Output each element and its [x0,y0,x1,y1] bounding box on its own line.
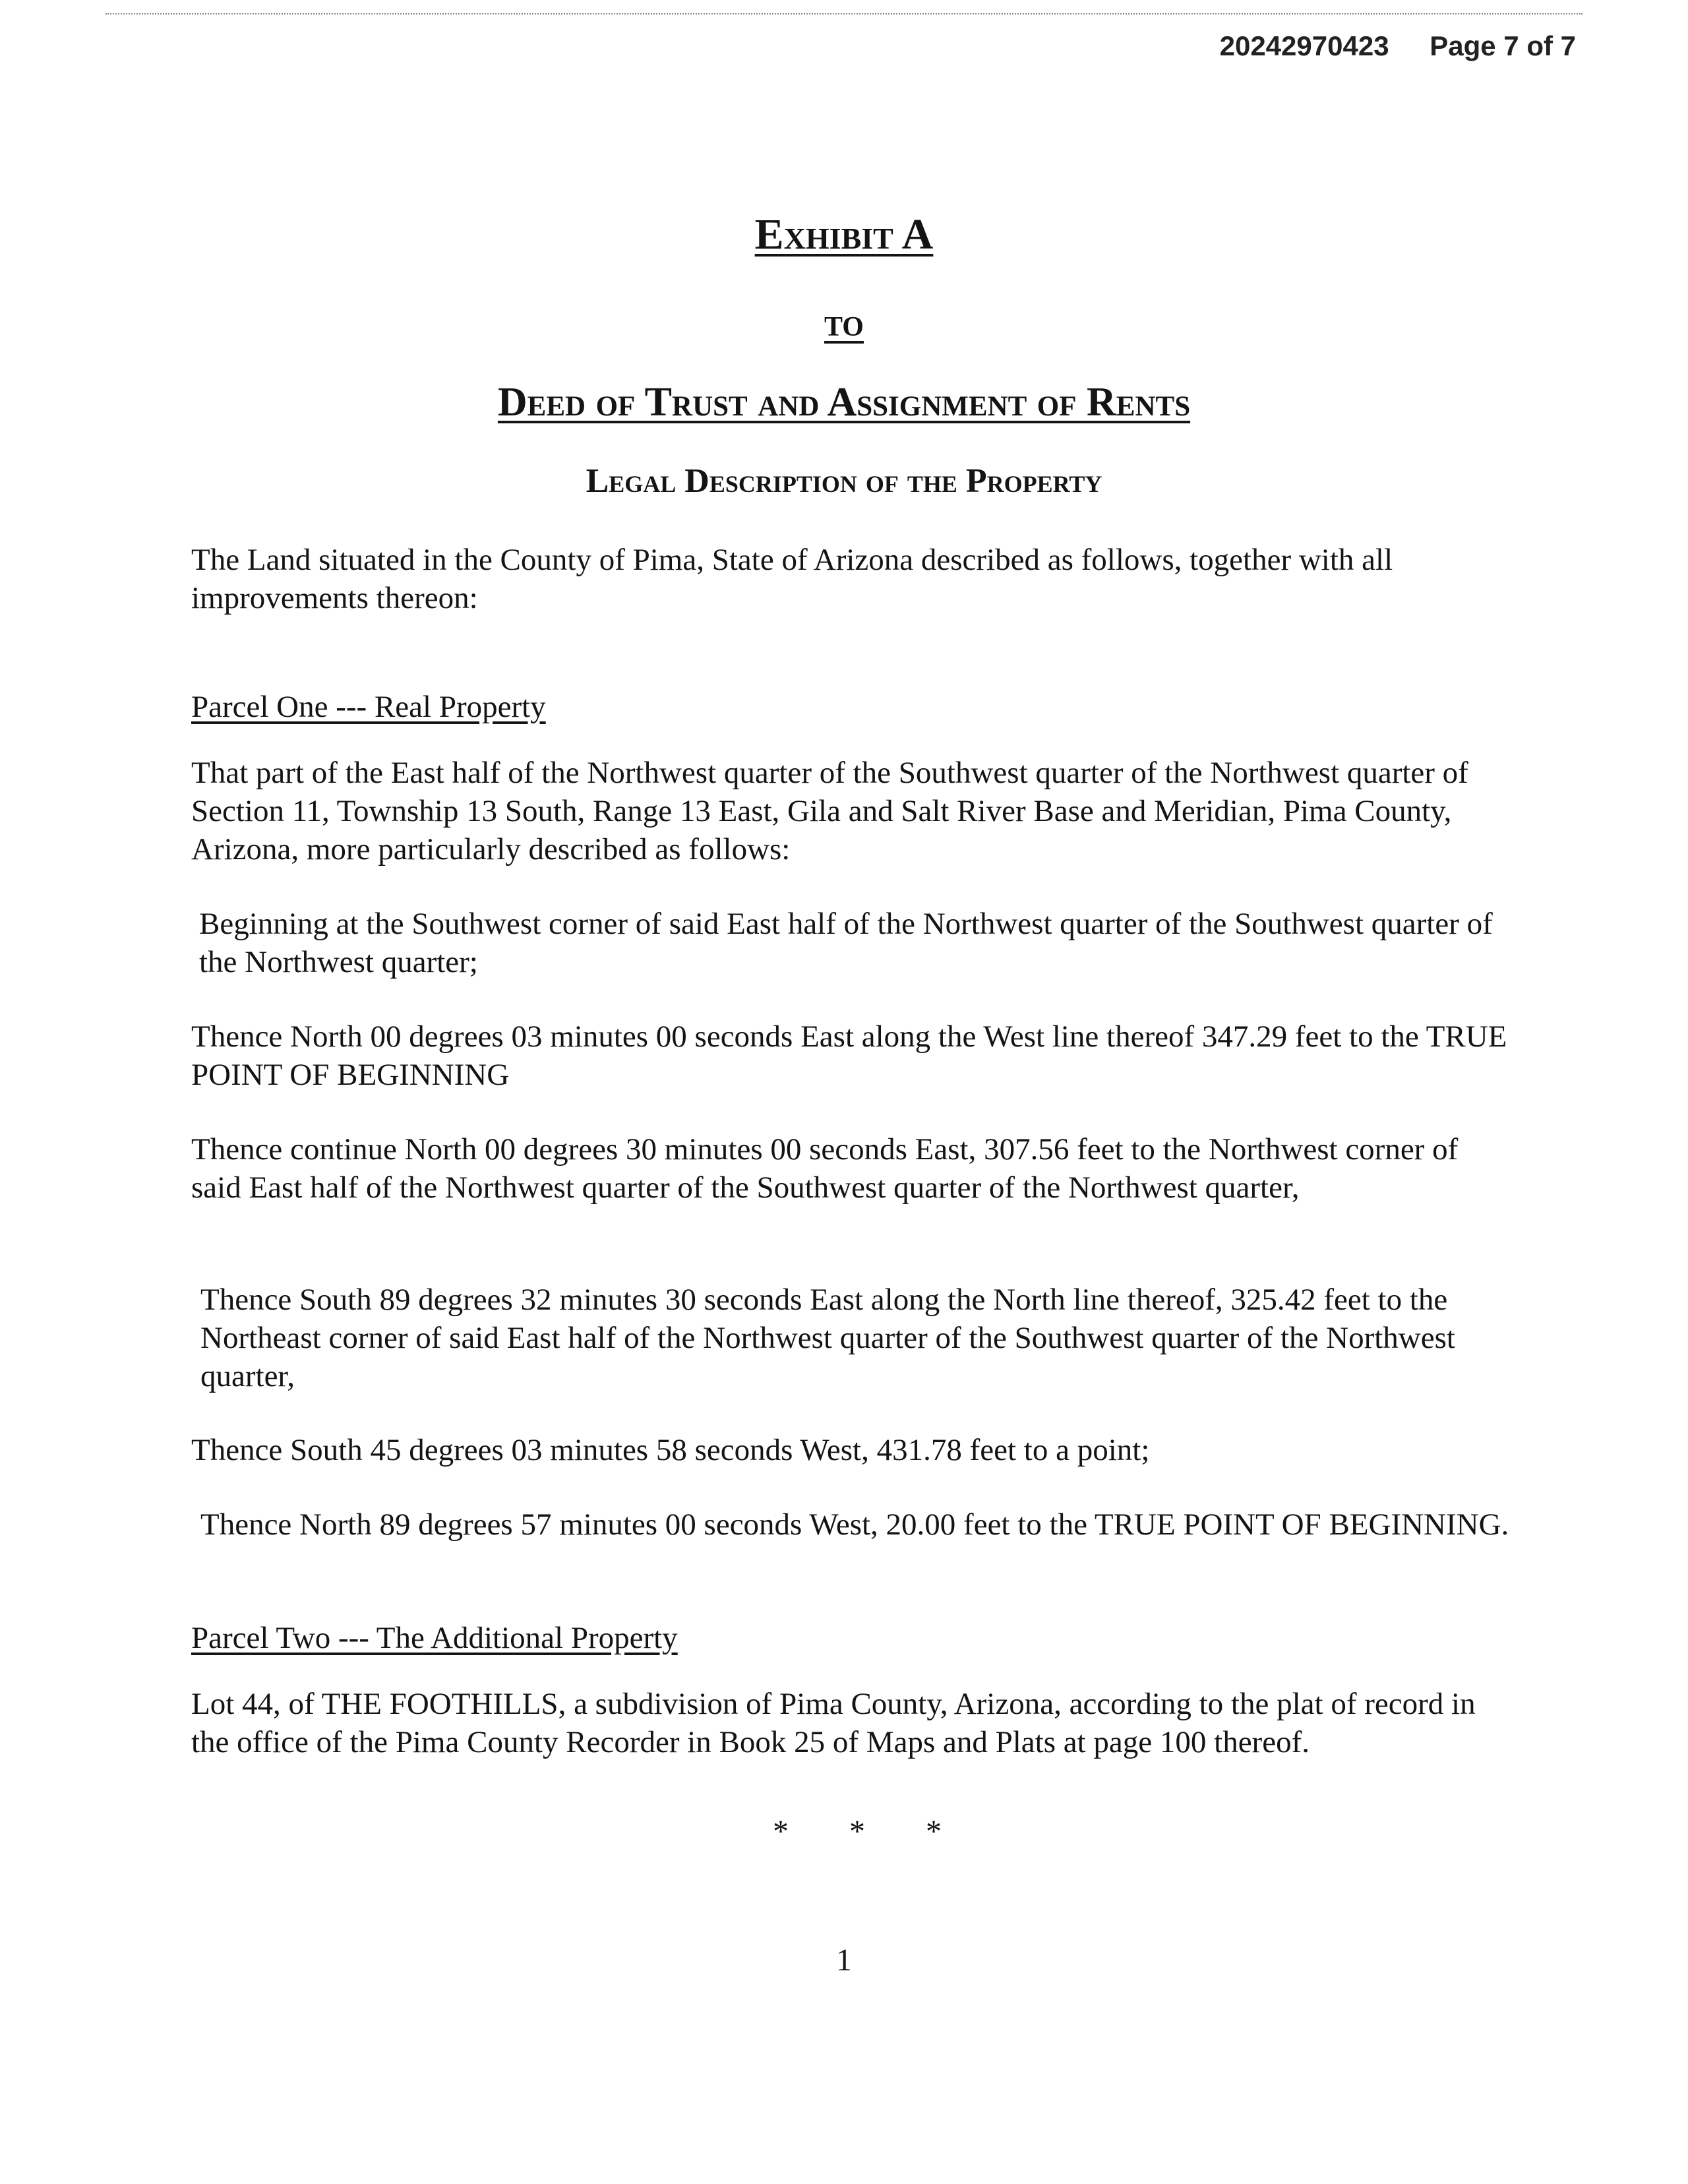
scan-top-rule [106,13,1582,15]
section-break-asterisks: * * * [773,1814,968,1849]
page-number: 1 [836,1943,852,1978]
thence-paragraph-1: Thence North 00 degrees 03 minutes 00 seconds East along the West line thereof 347.29 feet to the TRUE POINT OF BEGINNING [191,1019,1507,1092]
exhibit-title: Exhibit A [754,210,934,258]
parcel-two-heading-text: Parcel Two --- The Additional Property [191,1621,678,1655]
parcel-one-heading [191,688,1510,726]
thence-paragraph-5: Thence North 89 degrees 57 minutes 00 seconds West, 20.00 feet to the TRUE POINT OF BEGINNING. [200,1507,1509,1542]
thence-paragraph-2: Thence continue North 00 degrees 30 minutes 00 seconds East, 307.56 feet to the Northwest corner of said East half of the Northwest quarter of the Southwest quarter of the Northwest quarter, [191,1132,1459,1205]
lot-description: Lot 44, of THE FOOTHILLS, a subdivision of Pima County, Arizona, according to the plat of record in the office of the Pima County Recorder in Book 25 of Maps and Plats at page 100 thereof. [191,1687,1476,1759]
parcel-one-heading-text: Parcel One --- Real Property [191,690,546,724]
beginning-paragraph: Beginning at the Southwest corner of said East half of the Northwest quarter of the Southwest quarter of the Northwest quarter; [199,907,1493,979]
deed-title: Deed of Trust and Assignment of Rents [497,380,1191,425]
parcel-one-description: That part of the East half of the Northwest quarter of the Southwest quarter of the Northwest quarter of Section 11, Township 13 South, Range 13 East, Gila and Salt River Base and Meridian, Pima County, Arizona, more particularly described as follows: [191,756,1468,866]
parcel-two-heading [191,1619,1510,1657]
recording-header [1220,30,1576,62]
thence-paragraph-3: Thence South 89 degrees 32 minutes 30 seconds East along the North line thereof, 325.42 feet to the Northeast corner of said East half of the Northwest quarter of the Southwest quarter of the Northwest quarter, [200,1283,1455,1393]
intro-paragraph: The Land situated in the County of Pima, State of Arizona described as follows, together with all improvements thereon: [191,543,1393,615]
page-label: Page 7 of 7 [1430,30,1576,61]
thence-paragraph-4: Thence South 45 degrees 03 minutes 58 seconds West, 431.78 feet to a point; [191,1433,1150,1467]
legal-description-title: Legal Description of the Property [586,462,1102,500]
to-title: to [824,301,864,344]
document-number: 20242970423 [1219,30,1389,61]
